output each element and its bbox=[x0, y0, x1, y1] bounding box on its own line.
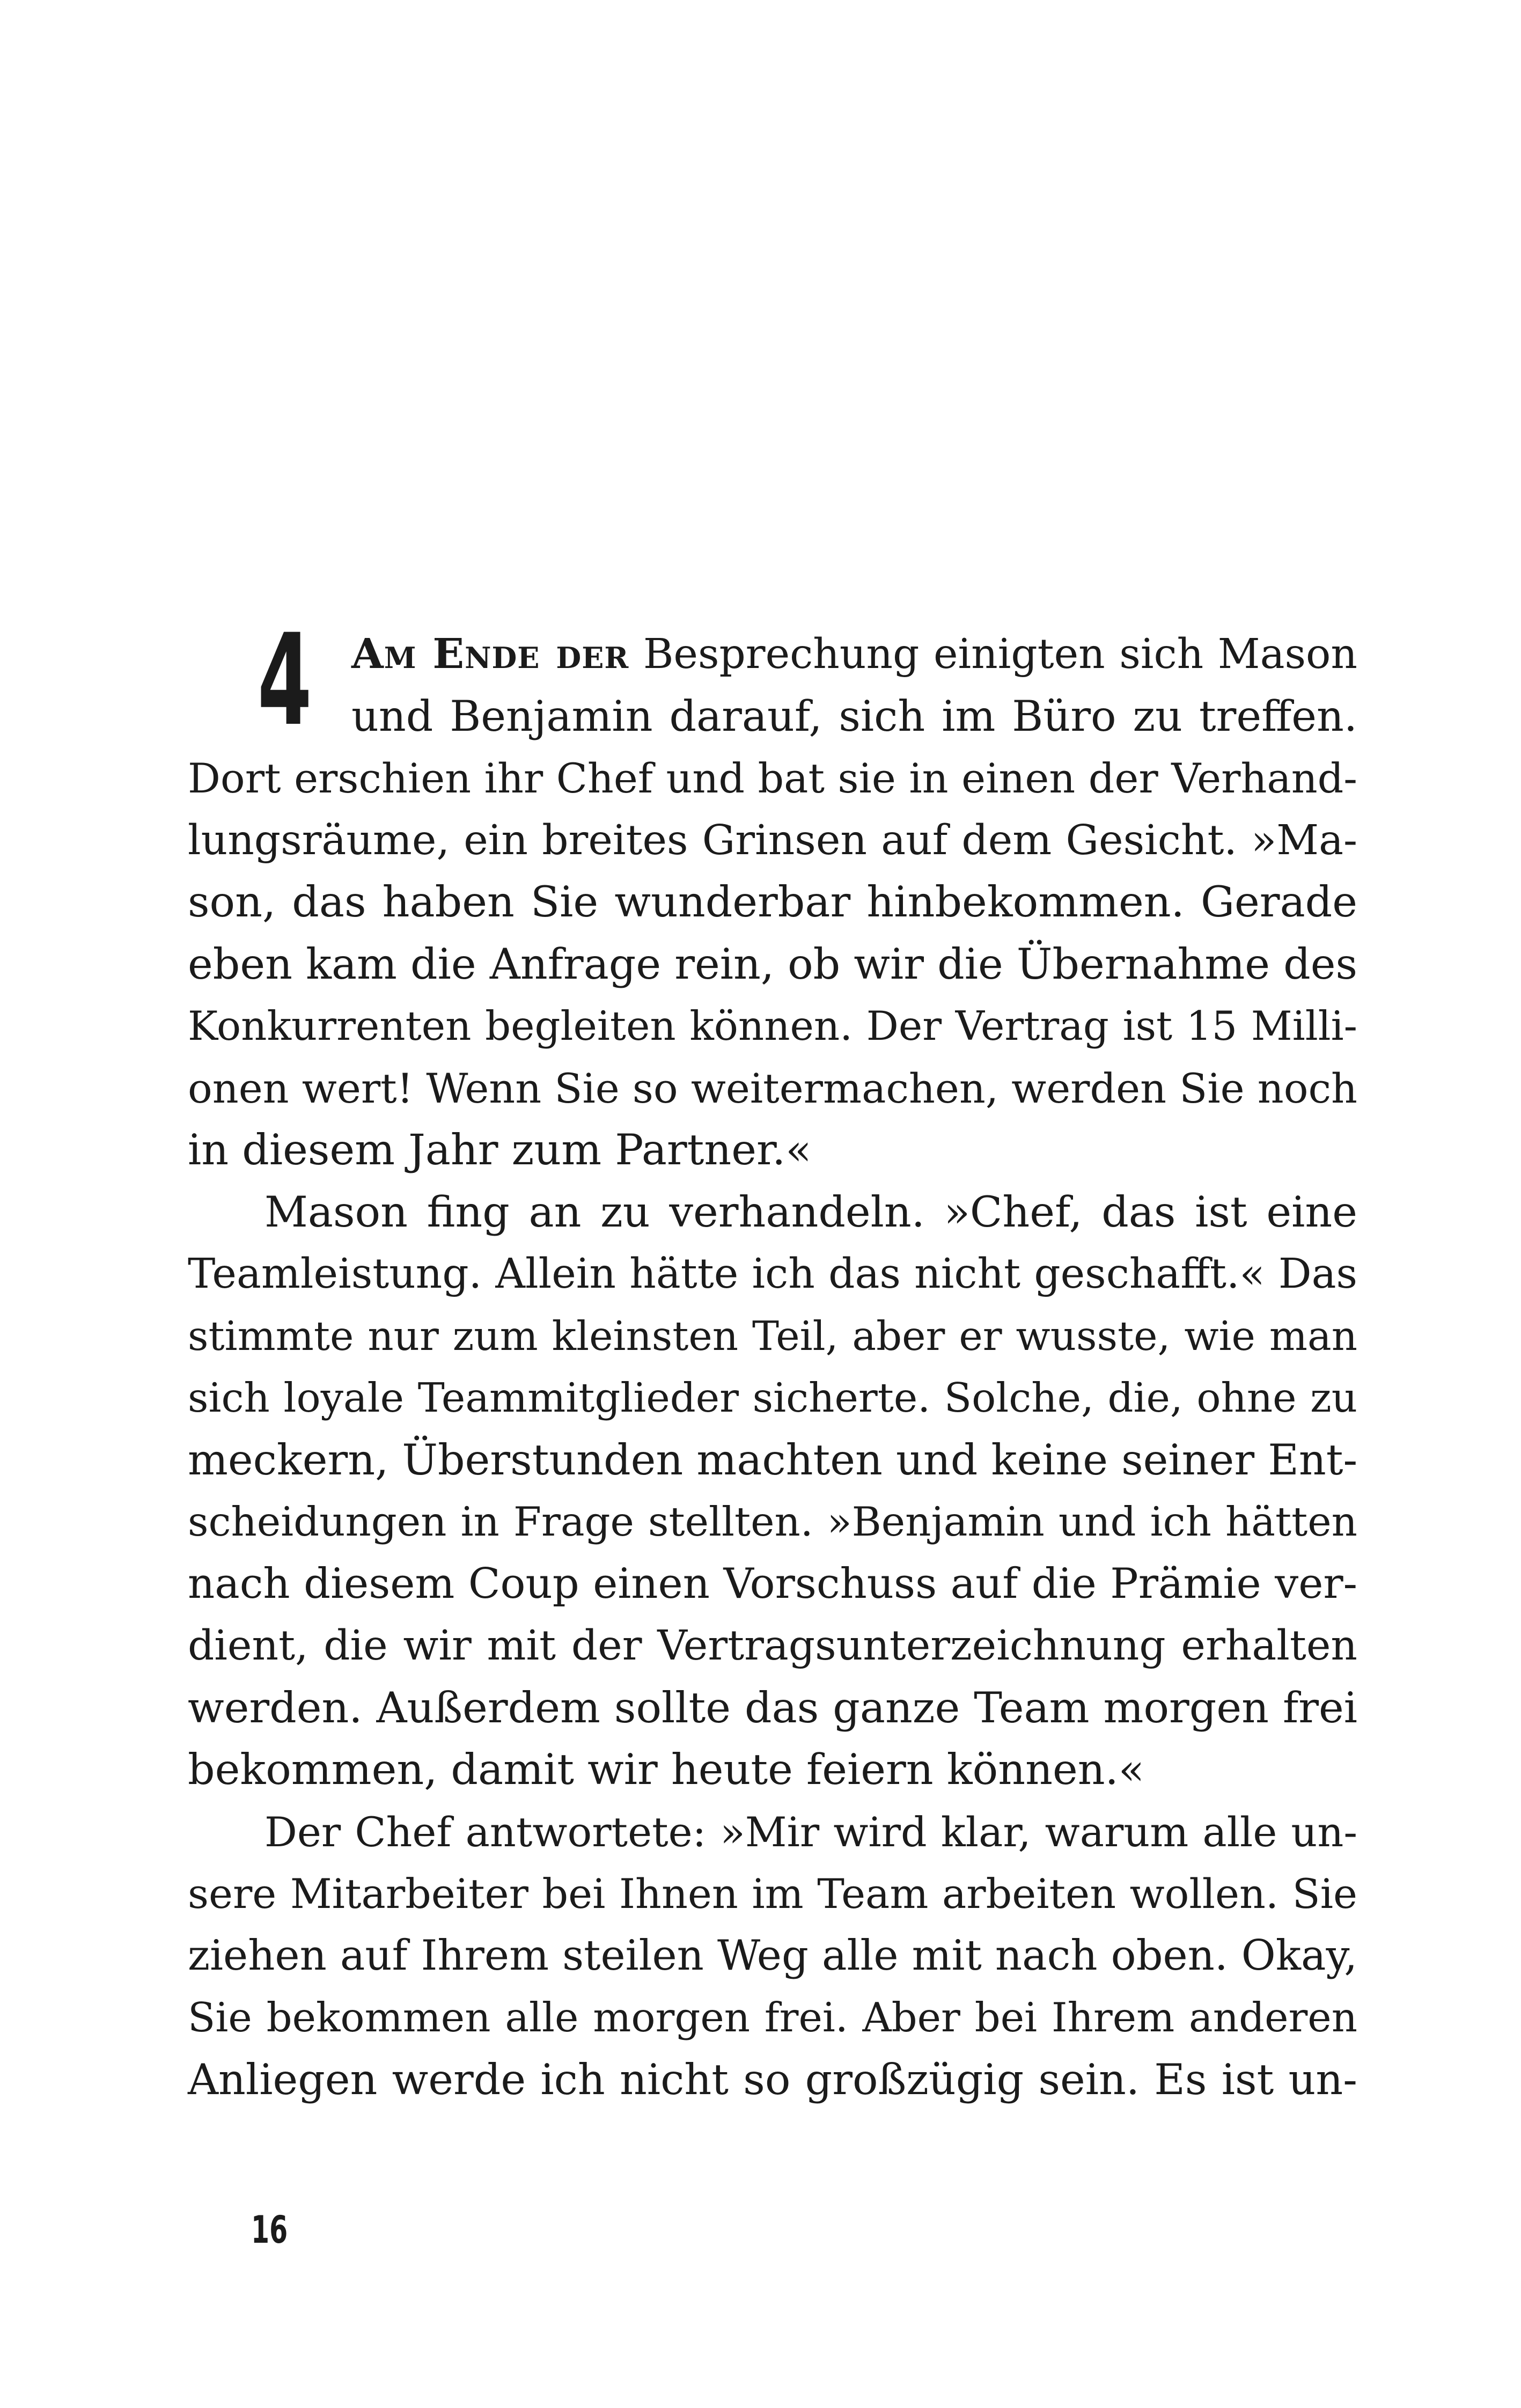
text-line: und Benjamin darauf, sich im Büro zu treffen. bbox=[351, 691, 1357, 741]
text-line: nach diesem Coup einen Vorschuss auf die Prämie ver- bbox=[188, 1559, 1357, 1608]
text-line: dient, die wir mit der Vertragsunterzeichnung erhalten bbox=[188, 1622, 1357, 1670]
chapter-number: 4 bbox=[258, 607, 312, 754]
text-line: Teamleistung. Allein hätte ich das nicht geschafft.« Das bbox=[188, 1250, 1357, 1298]
text-line: Konkurrenten begleiten können. Der Vertrag ist 15 Milli- bbox=[188, 1002, 1357, 1049]
text-line: stimmte nur zum kleinsten Teil, aber er wusste, wie man bbox=[188, 1312, 1357, 1360]
text-line: meckern, Überstunden machten und keine seiner Ent- bbox=[188, 1435, 1358, 1485]
paragraph bbox=[188, 1801, 1357, 2111]
text-line: Dort erschien ihr Chef und bat sie in einen der Verhand- bbox=[188, 754, 1357, 802]
text-line: son, das haben Sie wunderbar hinbekommen. Gerade bbox=[188, 877, 1357, 927]
text-line: Sie bekommen alle morgen frei. Aber bei Ihrem anderen bbox=[188, 1994, 1357, 2041]
text-line: Mason fing an zu verhandeln. »Chef, das ist eine bbox=[264, 1187, 1357, 1237]
text-line: Anliegen werde ich nicht so großzügig sein. Es ist un- bbox=[188, 2054, 1357, 2104]
text-line: ziehen auf Ihrem steilen Weg alle mit nach oben. Okay, bbox=[188, 1931, 1357, 1980]
text-line: werden. Außerdem sollte das ganze Team morgen frei bbox=[188, 1683, 1357, 1732]
text-line: sich loyale Teammitglieder sicherte. Solche, die, ohne zu bbox=[188, 1374, 1357, 1421]
text-line: sere Mitarbeiter bei Ihnen im Team arbeiten wollen. Sie bbox=[188, 1870, 1357, 1918]
text-line bbox=[188, 623, 1357, 686]
text-line: Der Chef antwortete: »Mir wird klar, warum alle un- bbox=[264, 1808, 1357, 1856]
body-text bbox=[188, 607, 1358, 2111]
text-line: onen wert! Wenn Sie so weitermachen, werden Sie noch bbox=[188, 1064, 1357, 1112]
text-line: lungsräume, ein breites Grinsen auf dem Gesicht. »Ma- bbox=[188, 816, 1357, 864]
page-number: 16 bbox=[251, 2208, 288, 2252]
paragraph bbox=[188, 607, 1357, 1181]
chapter-lead-in: Am Ende der bbox=[351, 630, 629, 678]
text-line: in diesem Jahr zum Partner.« bbox=[188, 1125, 812, 1174]
text-line: scheidungen in Frage stellten. »Benjamin und ich hätten bbox=[188, 1498, 1357, 1545]
text-line-content: Besprechung einigten sich Mason bbox=[643, 630, 1357, 678]
text-line: eben kam die Anfrage rein, ob wir die Übernahme des bbox=[188, 939, 1357, 989]
text-line: bekommen, damit wir heute feiern können.« bbox=[188, 1745, 1145, 1794]
paragraph bbox=[188, 1181, 1357, 1801]
